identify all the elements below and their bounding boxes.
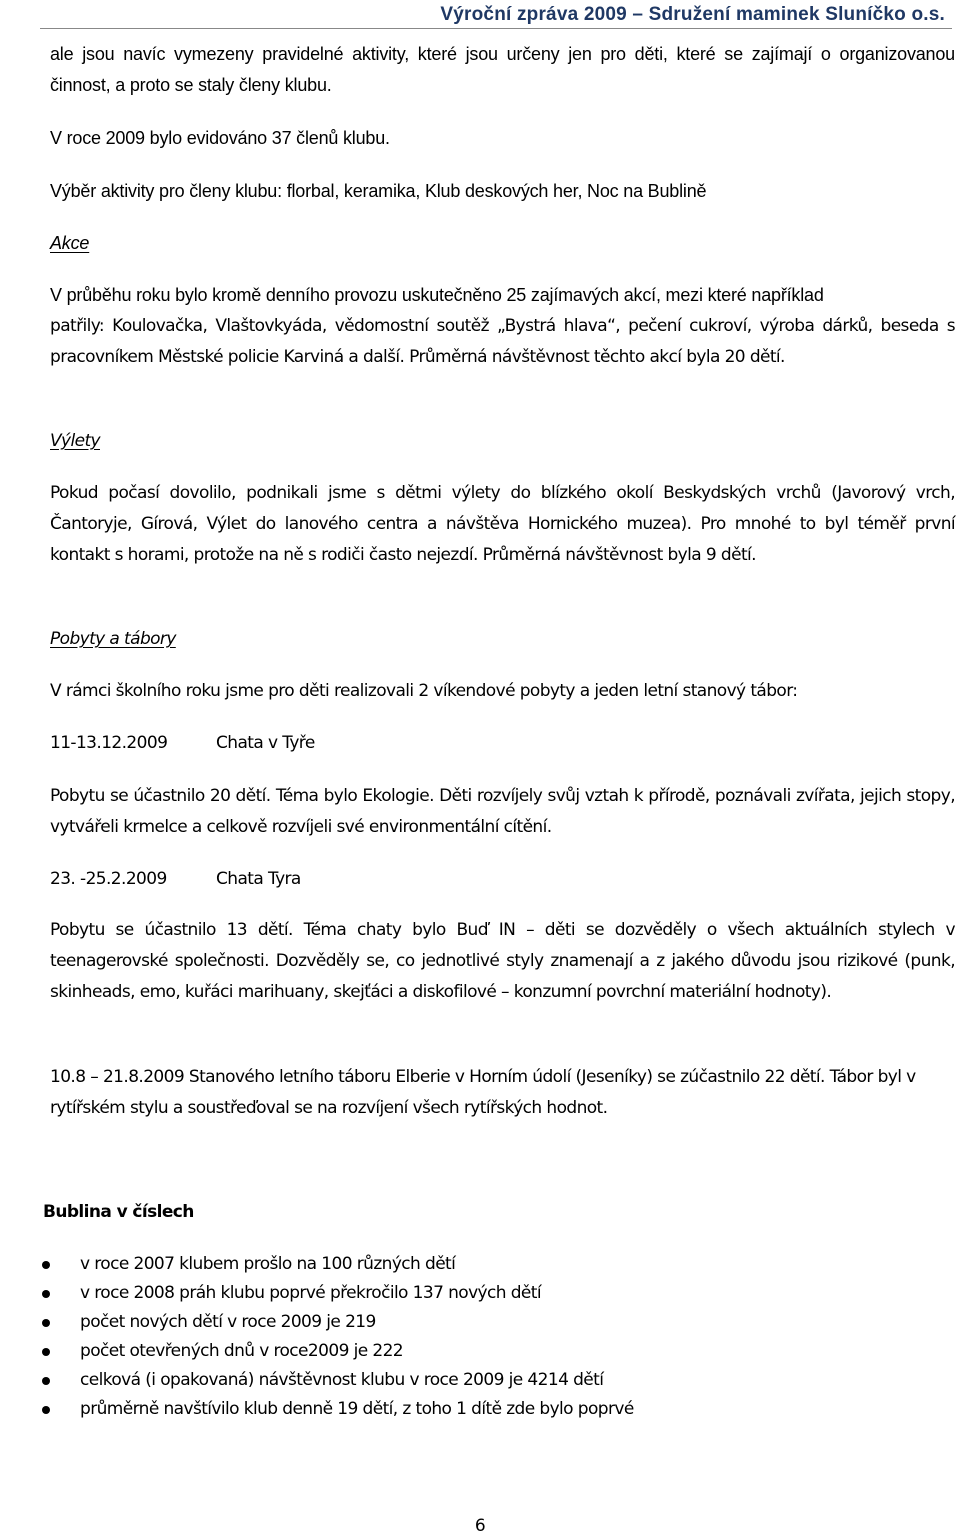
camp-paragraph [50,1062,955,1124]
stay2-date: 23. -25.2.2009 [50,869,167,889]
list-item: průměrně navštívilo klub denně 19 dětí, z toho 1 dítě zde bylo poprvé [42,1395,634,1424]
akce-heading: Akce [50,233,90,253]
stay2-paragraph: Pobytu se účastnilo 13 dětí. Téma chaty bylo Buď IN – děti se dozvěděly o všech aktuálních stylech v teenagerovské společnosti. Dozvěděly se, co jednotlivé styly znamenají a z jakého důvodu jsou rizikové (punk, skinheads, emo, kuřáci marihuany, skejťáci a diskofilové – konzumní povrchní materiální hodnoty). [50,920,955,1002]
numbers-heading: Bublina v číslech [43,1202,194,1222]
stay2-place: Chata Tyra [216,869,301,889]
stay1-place: Chata v Tyře [216,733,315,753]
page-number: 6 [474,1516,486,1536]
camp-date: 10.8 – 21.8.2009 [50,1067,185,1087]
pobyty-heading: Pobyty a tábory [50,629,176,649]
list-item: celková (i opakovaná) návštěvnost klubu v roce 2009 je 4214 dětí [42,1366,634,1395]
pobyty-intro: V rámci školního roku jsme pro děti realizovali 2 víkendové pobyty a jeden letní stanový tábor: [50,681,798,701]
vylety-heading: Výlety [50,431,100,451]
stay1-paragraph: Pobytu se účastnilo 20 dětí. Téma bylo Ekologie. Děti rozvíjely svůj vztah k přírodě, poznávali zvířata, jejich stopy, vytvářeli krmelce a celkově rozvíjeli své environmentální cítění. [50,786,955,837]
list-item: v roce 2007 klubem prošlo na 100 různých dětí [42,1250,634,1279]
stay2-line [50,864,955,895]
numbers-list [42,1250,634,1424]
camp-text: Stanového letního táboru Elberie v Horním údolí (Jeseníky) se zúčastnilo 22 dětí. Tábor byl v rytířském stylu a soustřeďoval se na rozvíjení všech rytířských hodnot. [50,1067,916,1118]
list-item: počet nových dětí v roce 2009 je 219 [42,1308,634,1337]
club-activities-paragraph: Výběr aktivity pro členy klubu: florbal, keramika, Klub deskových her, Noc na Bublině [50,181,707,201]
akce-paragraph-line1: V průběhu roku bylo kromě denního provozu uskutečněno 25 zajímavých akcí, mezi které například [50,285,824,305]
stay1-line [50,728,955,759]
header-rule [40,28,952,29]
vylety-paragraph: Pokud počasí dovolilo, podnikali jsme s dětmi výlety do blízkého okolí Beskydských vrchů (Javorový vrch, Čantoryje, Gírová, Výlet do lanového centra a návštěva Hornického muzea). Pro mnohé to byl téměř první kontakt s horami, protože na ně s rodiči často nejezdí. Průměrná návštěvnost byla 9 dětí. [50,483,955,565]
akce-paragraph: patřily: Koulovačka, Vlaštovkyáda, vědomostní soutěž „Bystrá hlava“, pečení cukroví, výroba dárků, beseda s pracovníkem Městské policie Karviná a další. Průměrná návštěvnost těchto akcí byla 20 dětí. [50,316,955,367]
club-members-paragraph: V roce 2009 bylo evidováno 37 členů klubu. [50,128,390,148]
page-header: Výroční zpráva 2009 – Sdružení maminek Sluníčko o.s. [440,4,945,25]
list-item: počet otevřených dnů v roce2009 je 222 [42,1337,634,1366]
club-intro-paragraph: ale jsou navíc vymezeny pravidelné aktivity, které jsou určeny jen pro děti, které se zajímají o organizovanou činnost, a proto se staly členy klubu. [50,44,955,95]
list-item: v roce 2008 práh klubu poprvé překročilo 137 nových dětí [42,1279,634,1308]
stay1-date: 11-13.12.2009 [50,733,168,753]
